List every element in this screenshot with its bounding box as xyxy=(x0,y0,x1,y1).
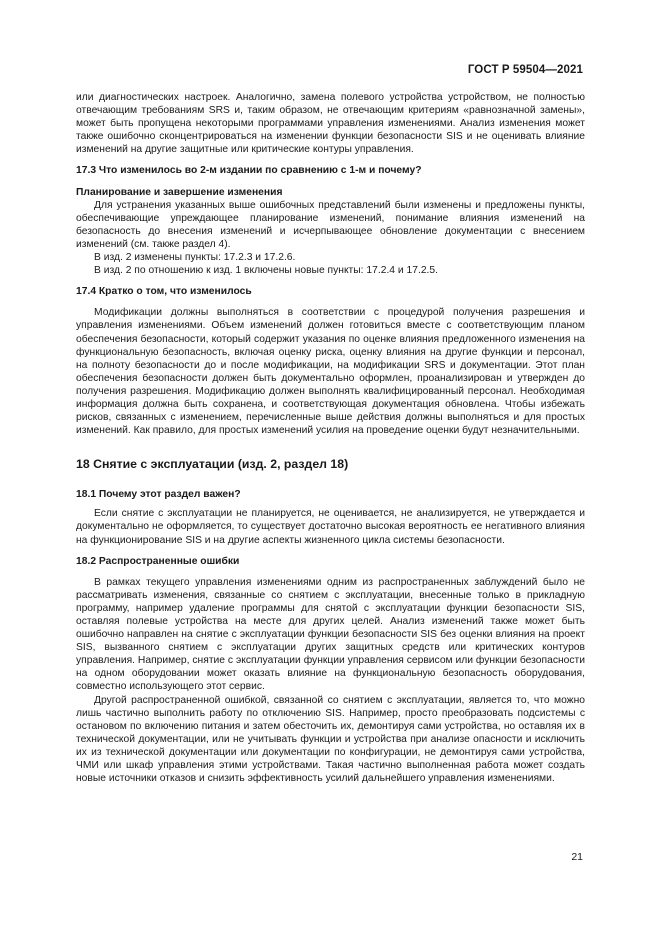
heading-17-3: 17.3 Что изменилось во 2-м издании по сравнению с 1-м и почему? xyxy=(76,165,422,177)
heading-planning: Планирование и завершение изменения xyxy=(76,186,283,198)
paragraph-18-2-a: В рамках текущего управления изменениями одним из распространенных заблуждений было не рассматривать изменения, связанные со снятием с эксплуатации, внесенные только в прикладную программу, например удаление программы для снятой с эксплуатации функции безопасности SIS, оставляя полевые устройства на месте для других целей. Анализ изменений также может быть ошибочно направлен на снятие с эксплуатации функции безопасности SIS без оценки влияния на проект SIS, вызванного снятием с эксплуатации других защитных средств или критических контуров управления. Например, снятие с эксплуатации функции управления сервисом или функции безопасности на одном оборудовании может оказать влияние на функциональную безопасность оборудования, совместно использующего этот сервис. xyxy=(76,576,585,693)
page-content xyxy=(76,91,585,785)
paragraph-intro: или диагностических настроек. Аналогично, замена полевого устройства устройством, не полностью отвечающим требованиям SRS и, таким образом, не отвечающим критериям «равнозначной замены», может быть пропущена некоторыми программами управления изменениями. Анализ изменения может также ошибочно сконцентрироваться на изменении функции безопасности SIS и не оценивать влияние изменений на другие защитные или критические контуры управления. xyxy=(76,92,585,156)
paragraph-17-3-a: Для устранения указанных выше ошибочных представлений были изменены и предложены пункты, обеспечивающие упреждающее планирование изменений, понимание влияния изменений на безопасность до внесения изменений и исчерпывающее обновление документации с внесением изменений (см. также раздел 4). xyxy=(76,199,585,250)
paragraph-17-3-c: В изд. 2 по отношению к изд. 1 включены новые пункты: 17.2.4 и 17.2.5. xyxy=(94,265,438,277)
heading-17-4: 17.4 Кратко о том, что изменилось xyxy=(76,286,252,298)
paragraph-18-1: Если снятие с эксплуатации не планируется, не оценивается, не анализируется, не утверждается и документально не оформляется, то существует достаточно высокая вероятность ее негативного влияния на функционирование SIS и на другие аспекты жизненного цикла системы безопасности. xyxy=(76,508,585,546)
paragraph-17-4: Модификации должны выполняться в соответствии с процедурой получения разрешения и управления изменениями. Объем изменений должен готовиться вместе с соответствующим планом обеспечения безопасности, который содержит указания по оценке влияния предложенного изменения на функциональную безопасность, включая оценку риска, оценку влияния на другие функции и персонал, на полноту безопасности до и после модификации, на модификации SRS и документации. Этот план обеспечения безопасности должен быть документально оформлен, проанализирован и утвержден до получения разрешения. Модификацию должен выполнять квалифицированный персонал. Необходимая информация должна быть сохранена, и соответствующая документация обновлена. Чтобы избежать рисков, связанных с изменением, перечисленные выше действия должны выполняться и для простых изменений. Как правило, для простых изменений усилия на проведение оценки будут незначительными. xyxy=(76,307,585,437)
page-number: 21 xyxy=(571,851,583,863)
paragraph-17-3-b: В изд. 2 изменены пункты: 17.2.3 и 17.2.6. xyxy=(94,252,296,264)
heading-section-18: 18 Снятие с эксплуатации (изд. 2, раздел 18) xyxy=(76,457,349,472)
heading-18-1: 18.1 Почему этот раздел важен? xyxy=(76,489,241,501)
heading-18-2: 18.2 Распространенные ошибки xyxy=(76,555,240,567)
paragraph-18-2-b: Другой распространенной ошибкой, связанной со снятием с эксплуатации, является то, что можно лишь частично выполнить работу по отключению SIS. Например, просто преобразовать подсистемы с остановом по включению питания и затем обесточить их, демонтируя сами устройства, но оставляя их в технической документации, или не учитывать функции и устройства при анализе опасности и исключить их из технической документации или документации по конфигурации, не демонтируя сами устройства, ЧМИ или шкаф управления этими устройствами. Такая частично выполненная работа может создать новые источники отказов и снизить эффективность усилий дальнейшего управления изменениями. xyxy=(76,694,585,785)
document-code: ГОСТ Р 59504—2021 xyxy=(467,64,583,76)
